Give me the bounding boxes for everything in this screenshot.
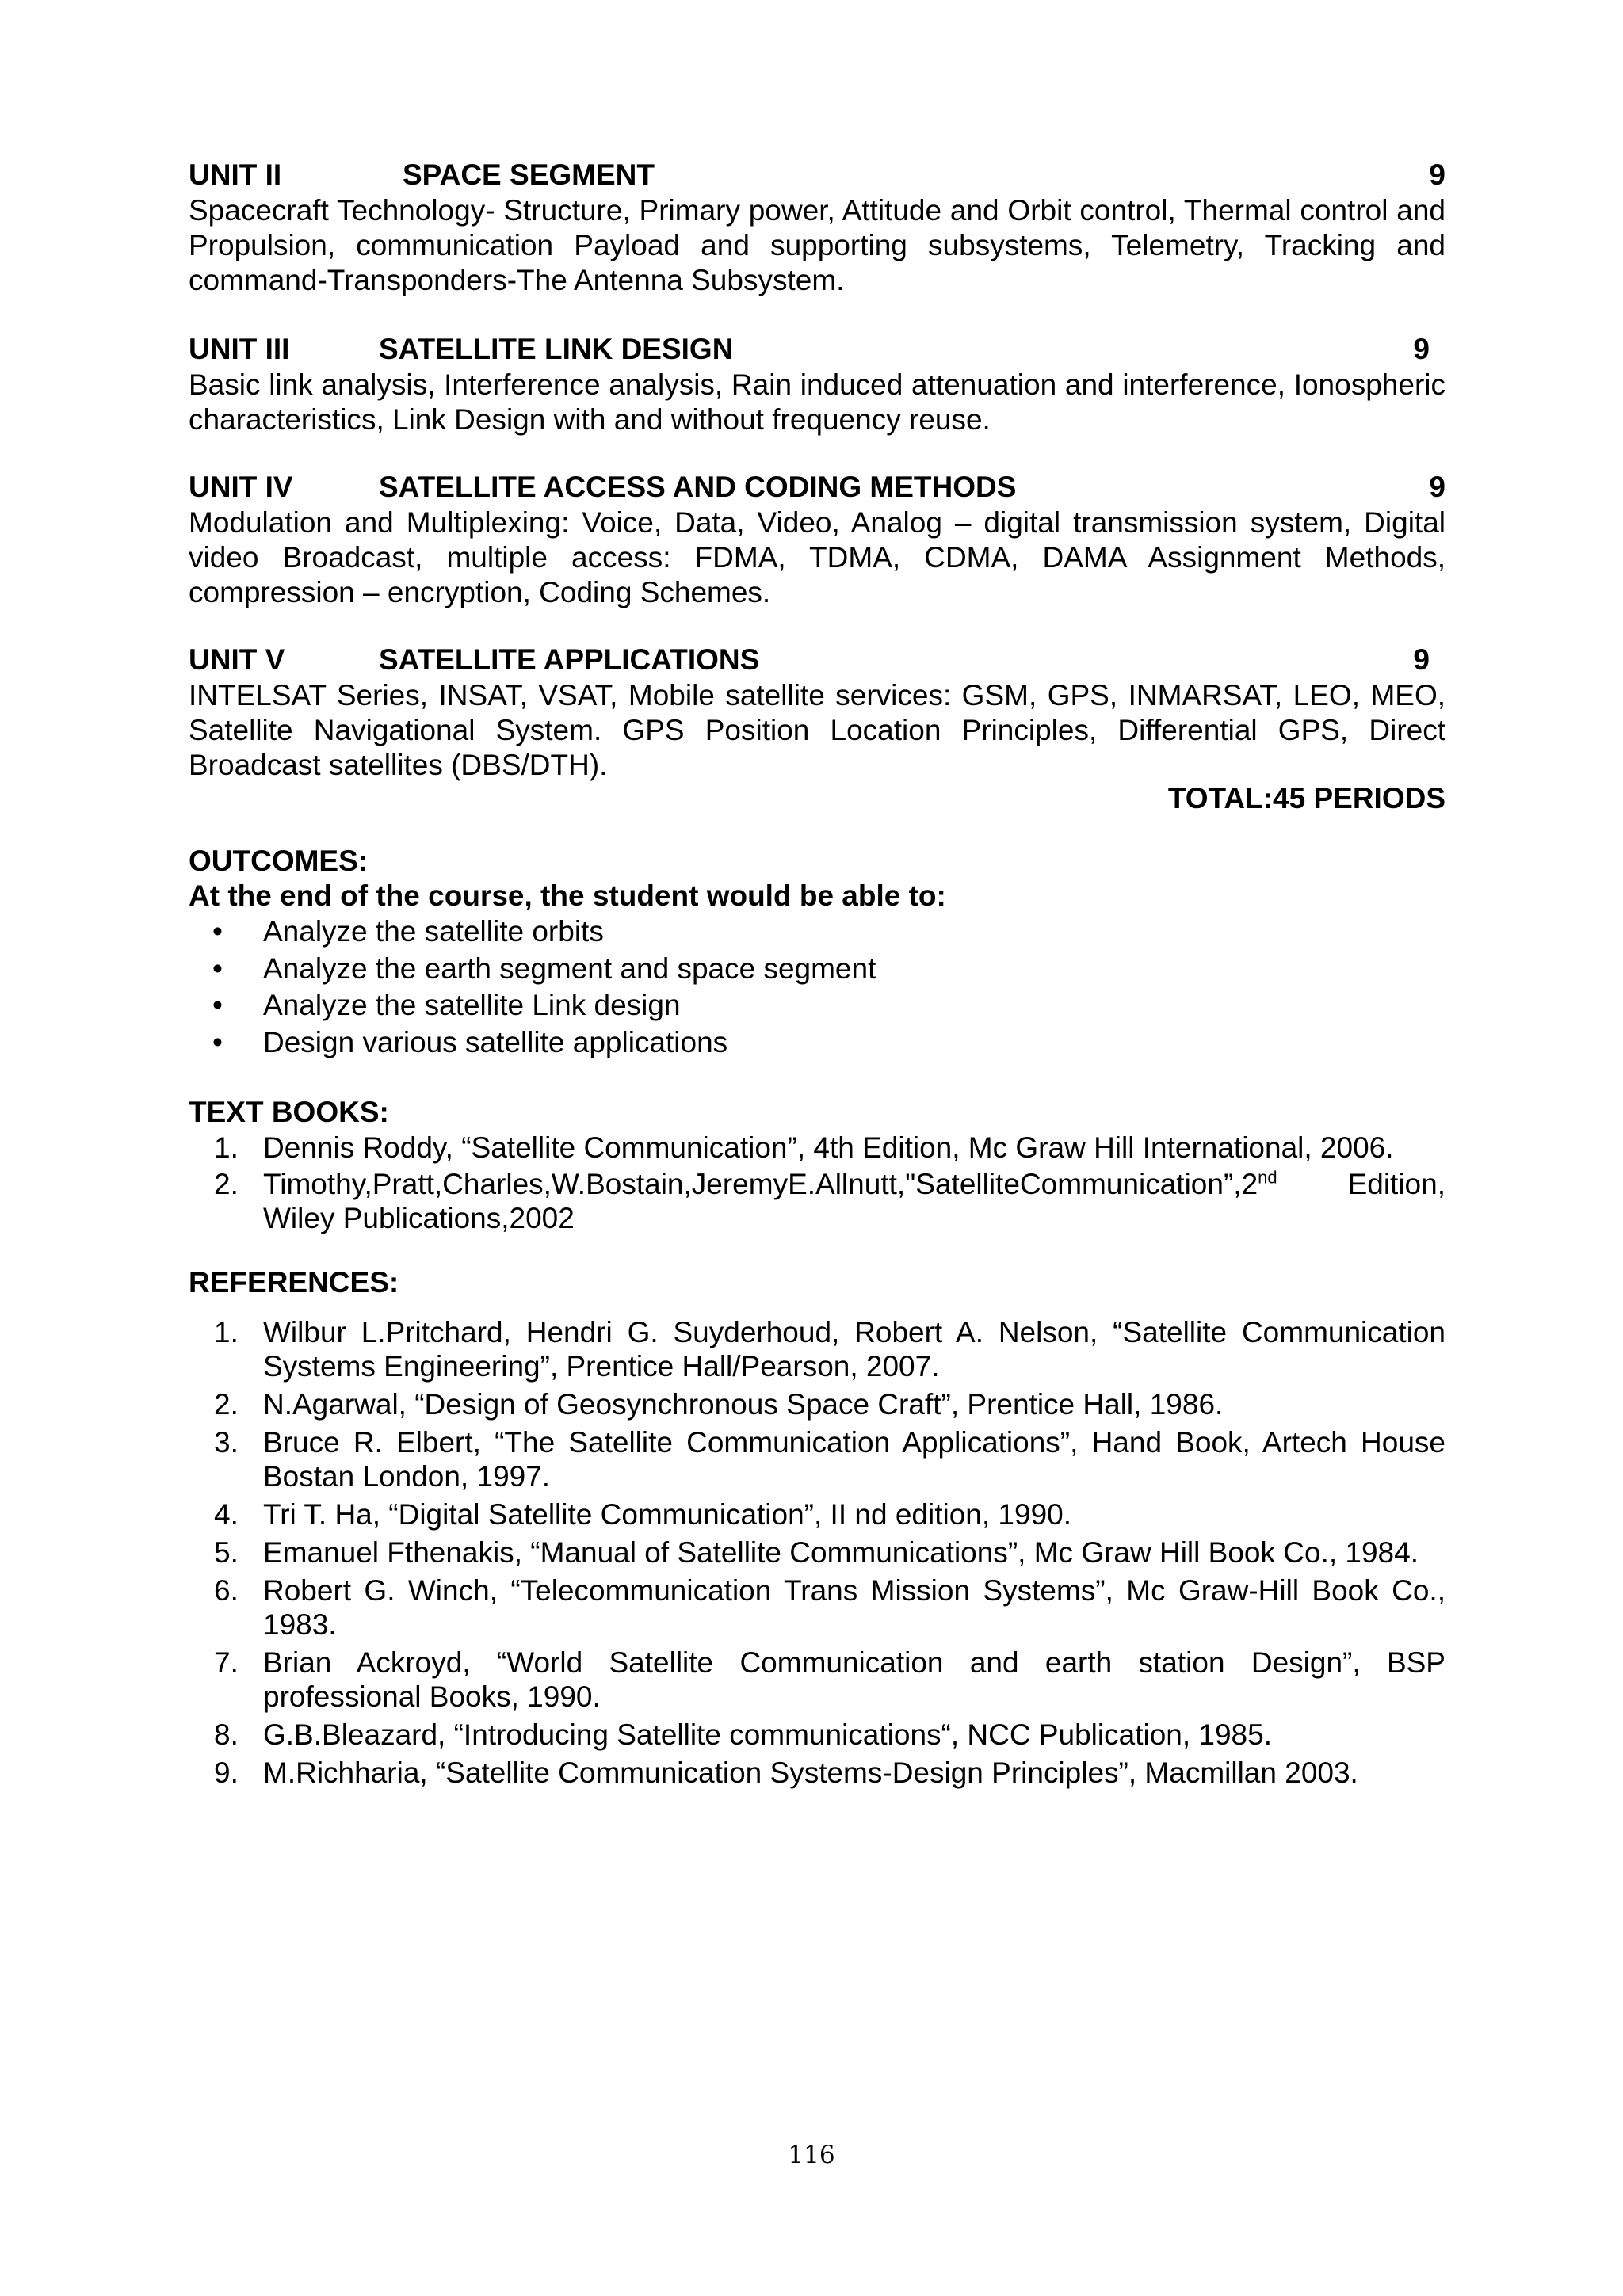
list-number: 3. (214, 1426, 239, 1459)
reference-item (189, 1387, 1445, 1421)
outcomes-heading: OUTCOMES: (189, 845, 369, 877)
text-book-citation-cont: Edition, Wiley Publications,2002 (263, 1168, 1445, 1234)
outcome-item (189, 1024, 1445, 1062)
reference-item (189, 1756, 1445, 1790)
outcome-item (189, 913, 1445, 951)
unit-ii-section (189, 157, 1445, 298)
unit-title: SATELLITE ACCESS AND CODING METHODS (379, 471, 1017, 503)
reference-citation: Robert G. Winch, “Telecommunication Trans Mission Systems”, Mc Graw-Hill Book Co., 1983. (263, 1574, 1445, 1641)
reference-citation: N.Agarwal, “Design of Geosynchronous Space Craft”, Prentice Hall, 1986. (263, 1388, 1224, 1421)
total-periods: TOTAL:45 PERIODS (1167, 782, 1445, 814)
list-number: 1. (214, 1316, 239, 1348)
outcome-text: Analyze the satellite orbits (263, 915, 604, 948)
unit-description: Basic link analysis, Interference analysis, Rain induced attenuation and interference, Ionospheric characteristics, Link Design with and without frequency reuse. (189, 368, 1445, 436)
list-number: 9. (214, 1756, 239, 1789)
outcome-item (189, 951, 1445, 988)
unit-title: SATELLITE LINK DESIGN (379, 333, 734, 365)
references-list (189, 1315, 1445, 1794)
text-books-list (189, 1131, 1445, 1235)
outcome-text: Analyze the satellite Link design (263, 989, 681, 1021)
reference-citation: Brian Ackroyd, “World Satellite Communication and earth station Design”, BSP professional Books, 1990. (263, 1646, 1445, 1713)
unit-code: UNIT III (189, 333, 290, 365)
unit-code: UNIT IV (189, 471, 293, 503)
reference-citation: Wilbur L.Pritchard, Hendri G. Suyderhoud, Robert A. Nelson, “Satellite Communication Systems Engineering”, Prentice Hall/Pearson, 2007. (263, 1316, 1445, 1383)
list-number: 2. (214, 1168, 239, 1200)
unit-hours: 9 (1429, 471, 1445, 503)
unit-iii-section (189, 331, 1445, 437)
reference-citation: M.Richharia, “Satellite Communication Systems-Design Principles”, Macmillan 2003. (263, 1756, 1358, 1789)
reference-item (189, 1646, 1445, 1714)
unit-v-section (189, 642, 1445, 783)
unit-code: UNIT II (189, 158, 282, 191)
unit-title: SATELLITE APPLICATIONS (379, 643, 760, 676)
unit-hours: 9 (1429, 158, 1445, 191)
outcomes-intro: At the end of the course, the student would be able to: (189, 879, 946, 912)
unit-hours: 9 (1413, 333, 1430, 365)
text-book-citation: Dennis Roddy, “Satellite Communication”, 4th Edition, Mc Graw Hill International, 2006. (263, 1131, 1394, 1164)
page-number: 116 (788, 2141, 835, 2169)
bullet-icon: • (212, 1025, 223, 1058)
reference-item (189, 1425, 1445, 1493)
outcome-text: Design various satellite applications (263, 1025, 728, 1058)
reference-item (189, 1535, 1445, 1569)
reference-citation: G.B.Bleazard, “Introducing Satellite communications“, NCC Publication, 1985. (263, 1718, 1272, 1751)
list-number: 1. (214, 1131, 239, 1164)
reference-citation: Bruce R. Elbert, “The Satellite Communication Applications”, Hand Book, Artech House Bostan London, 1997. (263, 1426, 1445, 1493)
superscript: nd (1258, 1167, 1277, 1188)
reference-item (189, 1315, 1445, 1383)
reference-citation: Tri T. Ha, “Digital Satellite Communication”, II nd edition, 1990. (263, 1498, 1072, 1531)
reference-item (189, 1573, 1445, 1642)
unit-description: INTELSAT Series, INSAT, VSAT, Mobile satellite services: GSM, GPS, INMARSAT, LEO, MEO, Satellite Navigational System. GPS Position Location Principles, Differential GPS, Direct Broadcast satellites (DBS/DTH). (189, 679, 1445, 781)
unit-heading (189, 642, 1445, 678)
reference-citation: Emanuel Fthenakis, “Manual of Satellite Communications”, Mc Graw Hill Book Co., 1984. (263, 1536, 1419, 1569)
reference-item (189, 1718, 1445, 1752)
unit-heading (189, 157, 1445, 193)
text-book-item (189, 1131, 1445, 1165)
outcomes-list (189, 913, 1445, 1061)
unit-heading (189, 469, 1445, 505)
references-heading: REFERENCES: (189, 1266, 399, 1299)
text-book-citation: Timothy,Pratt,Charles,W.Bostain,JeremyE.Allnutt,"SatelliteCommunication”,2 (263, 1168, 1258, 1200)
unit-title: SPACE SEGMENT (403, 158, 655, 191)
reference-item (189, 1497, 1445, 1531)
unit-code: UNIT V (189, 643, 285, 676)
text-book-item (189, 1167, 1445, 1235)
list-number: 4. (214, 1498, 239, 1531)
list-number: 8. (214, 1718, 239, 1751)
unit-heading (189, 331, 1445, 368)
text-books-heading: TEXT BOOKS: (189, 1096, 389, 1128)
list-number: 2. (214, 1388, 239, 1421)
unit-description: Spacecraft Technology- Structure, Primary power, Attitude and Orbit control, Thermal control and Propulsion, communication Payload and supporting subsystems, Telemetry, Tracking and command-Transponders-The Antenna Subsystem. (189, 194, 1445, 296)
list-number: 7. (214, 1646, 239, 1679)
bullet-icon: • (212, 915, 223, 948)
unit-hours: 9 (1413, 643, 1430, 676)
unit-iv-section (189, 469, 1445, 610)
outcome-item (189, 987, 1445, 1024)
list-number: 6. (214, 1574, 239, 1607)
bullet-icon: • (212, 952, 223, 985)
list-number: 5. (214, 1536, 239, 1569)
bullet-icon: • (212, 989, 223, 1021)
outcome-text: Analyze the earth segment and space segment (263, 952, 876, 985)
unit-description: Modulation and Multiplexing: Voice, Data, Video, Analog – digital transmission system, Digital video Broadcast, multiple access: FDMA, TDMA, CDMA, DAMA Assignment Methods, compression – encryption, Coding Schemes. (189, 506, 1445, 608)
